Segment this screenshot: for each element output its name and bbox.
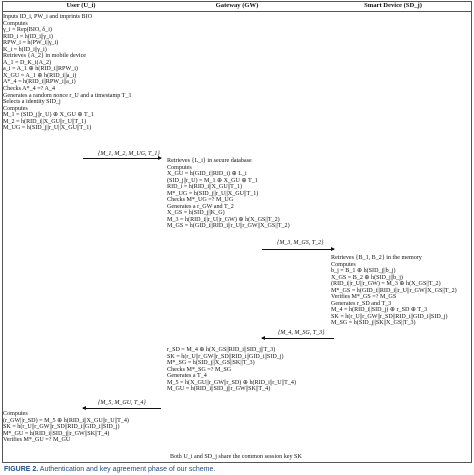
user-block-2-line: (r_GW||r_SD) = M_5 ⊕ h(RID_i||X_GU||r_U||T_4) xyxy=(3,417,129,424)
user-block-line: M_1 = (SID_j||r_U) ⊕ X_GU ⊕ T_1 xyxy=(3,112,94,119)
device-block-line: Generates r_SD and T_3 xyxy=(331,300,392,307)
device-block-line: SK = h(r_U||r_GW||r_SD||RID_i||GID_i||SID_j) xyxy=(331,313,448,320)
user-block-2-line: Computes xyxy=(3,411,28,417)
header-device: Smart Device (SD_j) xyxy=(364,2,422,9)
message-1-label: {M_1, M_2, M_UG, T_1} xyxy=(98,151,160,157)
user-block-line: a_i = A_1 ⊕ h(RID_i||RPW_i) xyxy=(3,66,78,73)
gateway-block-1-line: M_GS = h(GID_i||RID_i||r_U||r_GW||X_GS||T_2) xyxy=(167,223,290,230)
device-block-line: Computes xyxy=(331,261,356,268)
message-2-arrow xyxy=(262,249,334,250)
gateway-block-1-line: Generates a r_GW and T_2 xyxy=(167,203,234,210)
caption-text: Authentication and key agreement phase of our scheme. xyxy=(39,466,216,473)
gateway-block-1-line: X_GU = h(GID_i||RID_i) ⊕ L_i xyxy=(167,171,247,178)
user-block-line: Computes xyxy=(3,105,28,112)
gateway-block-2-line: Checks M*_SG =? M_SG xyxy=(167,366,232,373)
gateway-step-2 xyxy=(167,347,342,393)
user-step-2 xyxy=(3,411,173,444)
user-block-line: Selects a identity SID_j xyxy=(3,99,61,106)
header-row xyxy=(3,2,471,12)
user-block-line: γ_i = Rep(BIO, δ_i) xyxy=(3,27,52,34)
header-user: User (U_i) xyxy=(66,2,96,9)
gateway-block-2-line: M_5 = h(X_GU||r_GW||r_SD) ⊕ h(RID_i||r_U||T_4) xyxy=(167,379,296,386)
user-block-line: RPW_i = h(PW_i||γ_i) xyxy=(3,40,59,47)
gateway-block-2-line: r_SD = M_4 ⊕ h(X_GS||RID_i||SID_j||T_3) xyxy=(167,347,276,353)
user-block-2-line: SK = h(r_U||r_GW||r_SD||RID_i||GID_i||SID_j) xyxy=(3,424,120,431)
message-1-arrow xyxy=(83,158,161,159)
gateway-block-2-line: Generates a T_4 xyxy=(167,373,207,380)
gateway-block-1-line: X_GS = h(SID_j||K_G) xyxy=(167,210,225,217)
gateway-block-1-line: Retrieves {L_i} in secure database xyxy=(167,158,252,164)
gateway-block-2-line: SK = h(r_U||r_GW||r_SD||RID_i||GID_i||SID_j) xyxy=(167,353,284,360)
device-block-line: Retrieves {B_1, B_2} in the memory xyxy=(331,255,422,261)
device-block-line: (RID_i||r_U||r_GW) = M_3 ⊕ h(X_GS||T_2) xyxy=(331,281,441,288)
device-block-line: M_SG = h(SID_j||SK||X_GS||T_3) xyxy=(331,320,416,327)
gateway-step-1 xyxy=(167,158,342,230)
user-block-line: K_i = h(ID_i||γ_i) xyxy=(3,46,47,53)
device-block-line: b_j = B_1 ⊕ h(SID_j||b_j) xyxy=(331,268,396,275)
user-block-line: X_GU = A_1 ⊕ h(RID_i||a_i) xyxy=(3,72,77,79)
message-3-arrow xyxy=(262,338,334,339)
gateway-block-2-line: M_GU = h(RID_i||SID_j||r_GW||SK||T_4) xyxy=(167,386,271,393)
user-block-line: Inputs ID_i, PW_i and imprints BIO xyxy=(3,14,93,20)
gateway-block-1-line: RID_i = h(RID_i||X_GU||T_1) xyxy=(167,184,243,191)
message-3-label: {M_4, M_SG, T_3} xyxy=(278,330,325,336)
user-block-line: Generates a random nonce r_U and a timestamp T_1 xyxy=(3,92,132,99)
figure-caption xyxy=(4,466,215,473)
gateway-block-1-line: Computes xyxy=(167,164,192,171)
user-block-line: A*_4 = h(RID_i||RPW_i||a_i) xyxy=(3,79,76,86)
user-block-line: A_1 = D_K_i(A_2) xyxy=(3,59,52,66)
device-block-line: X_GS = B_2 ⊕ h(SID_j||b_j) xyxy=(331,274,403,281)
user-step-1 xyxy=(3,14,173,132)
message-2-label: {M_3, M_GS, T_2} xyxy=(277,240,324,246)
message-4-label: {M_5, M_GU, T_4} xyxy=(98,400,146,406)
device-step xyxy=(331,255,471,327)
user-block-line: M_2 = h(RID_i||X_GU||r_U||T_1) xyxy=(3,118,87,125)
user-block-2-line: M*_GU = h(RID_i||SID_j||r_GW||SK||T_4) xyxy=(3,430,110,437)
user-block-2-line: Verifies M*_GU =? M_GU xyxy=(3,437,71,444)
shared-key-statement: Both U_i and SD_j share the common session key SK xyxy=(170,454,302,460)
gateway-block-1-line: (SID_j||r_U) = M_1 ⊕ X_GU ⊕ T_1 xyxy=(167,177,258,184)
device-block-line: Verifies M*_GS =? M_GS xyxy=(331,294,397,301)
gateway-block-1-line: M*_UG = h(SID_j||r_U||X_GU||T_1) xyxy=(167,190,259,197)
device-block-line: M*_GS = h(GID_i||RID_i||r_U||r_GW||X_GS||T_2) xyxy=(331,287,457,294)
caption-label: FIGURE 2. xyxy=(4,466,39,473)
user-block-line: Computes xyxy=(3,20,28,27)
device-block-line: M_4 = h(RID_i||SID_j) ⊕ r_SD ⊕ T_3 xyxy=(331,307,428,314)
gateway-block-2-line: M*_SG = h(SID_j||X_GS||SK||T_3) xyxy=(167,360,255,367)
user-block-line: Checks A*_4 =? A_4 xyxy=(3,86,56,93)
user-block-line: Retrieves {A_2} in mobile device xyxy=(3,53,87,60)
header-gateway: Gateway (GW) xyxy=(215,2,259,9)
user-block-line: RID_i = h(ID_i||γ_i) xyxy=(3,33,53,40)
gateway-block-1-line: M_3 = h(RID_i||r_U||r_GW) ⊕ h(X_GS||T_2) xyxy=(167,216,280,223)
gateway-block-1-line: Checks M*_UG =? M_UG xyxy=(167,197,234,204)
message-4-arrow xyxy=(83,408,161,409)
user-block-line: M_UG = h(SID_j||r_U||X_GU||T_1) xyxy=(3,125,92,132)
